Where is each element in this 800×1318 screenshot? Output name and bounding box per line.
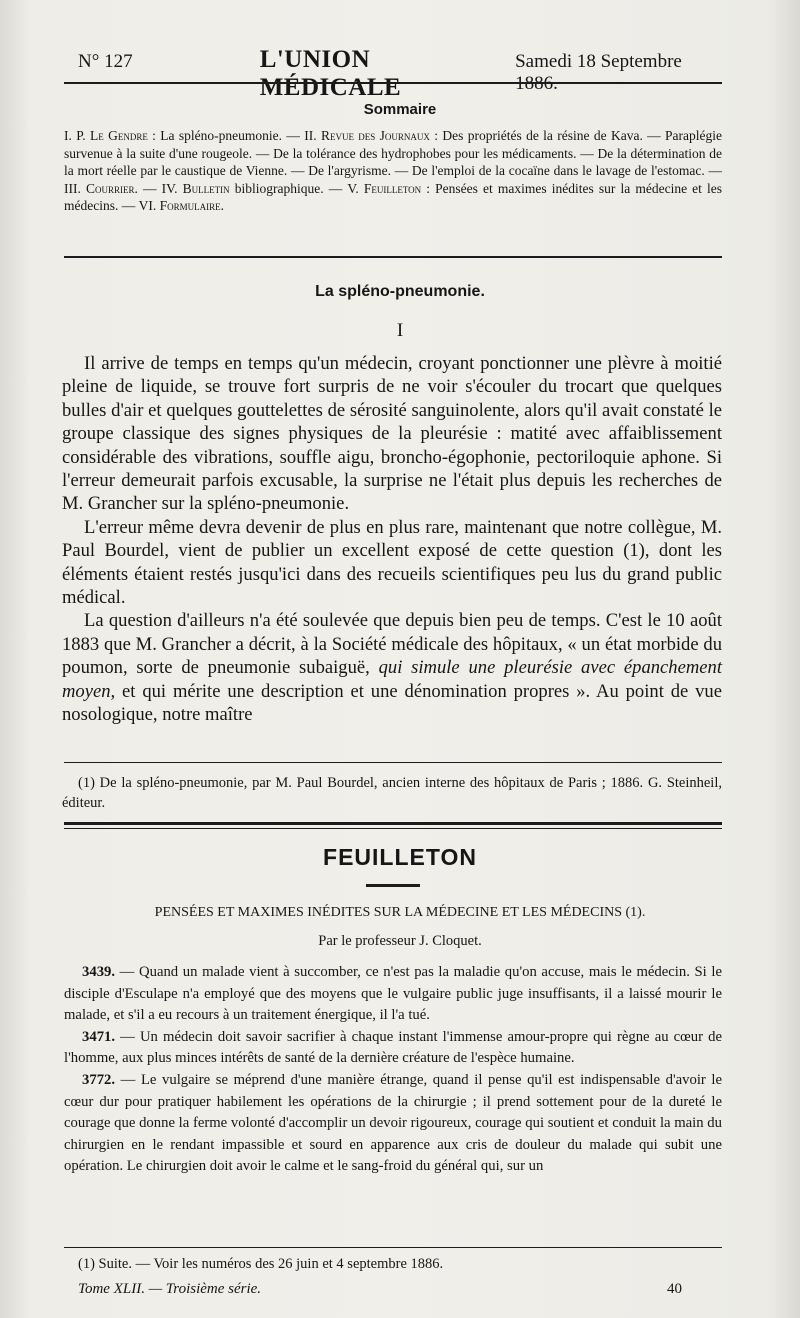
feuilleton-title: FEUILLETON (323, 844, 477, 870)
maximes-body (64, 962, 722, 1178)
article-paragraph-1: Il arrive de temps en temps qu'un médecin, croyant ponctionner une plèvre à moitié pleine de liquide, se trouve fort surpris de ne voir s'écouler du trocart que quelques bulles d'air et quelques gouttelettes de sérosité sanguinolente, alors qu'il avait constaté le groupe classique des signes physiques de la pleurésie : matité avec affaiblissement considérable des vibrations, souffle aigu, broncho-égophonie, pectoriloquie aphone. Si l'erreur demeurait parfois excusable, la surprise ne l'était plus depuis les recherches de M. Grancher sur la spléno-pneumonie. (62, 353, 722, 515)
feuilleton-footnote-rule (64, 1247, 722, 1248)
maxime-2-number: 3471. (82, 1028, 116, 1045)
sommaire-item-ii-label: II. Revue des Journaux (304, 128, 430, 143)
article-paragraph-2: L'erreur même devra devenir de plus en plus rare, maintenant que notre collègue, M. Paul Bourdel, vient de publier un excellent exposé de cette question (1), dont les éléments étaient restés jusqu'ici dans des recueils scientifiques peu lus du grand public médical. (62, 516, 722, 609)
sommaire-item-i-label: I. P. Le Gendre (64, 128, 148, 143)
section-number: I (396, 320, 404, 341)
sommaire-item-ii-text: : Des propriétés de la résine de Kava. — Paraplégie survenue à la suite d'une rougeole. — De la tolérance des hydrophobes pour les médicaments. — De la détermination de la mort réelle par le caustique de Vienne. — De l'argyrisme. — De l'emploi de la cocaïne dans le lavage de l'estomac. — (64, 128, 723, 179)
sommaire-item-vi-label: VI. Formulaire. (138, 198, 224, 214)
article-title: La spléno-pneumonie. (315, 283, 485, 300)
maxime-1 (64, 962, 722, 1027)
maxime-3-text: — Le vulgaire se méprend d'une manière étrange, quand il pense qu'il est indispensable d'avoir le cœur dur pour pratiquer habilement les opérations de la chirurgie ; il prend sottement pour de la dureté le courage que donne la ferme volonté d'accomplir un devoir rigoureux, courage qui soutient et conduit la main du chirurgien en le rendant impassible et sourd en apparence aux cris de douleur du malade qui subit une opération. Le chirurgien doit avoir le calme et le sang-froid du général qui, sur un (64, 1071, 722, 1175)
maxime-2 (64, 1027, 722, 1070)
sommaire-rule (64, 256, 722, 258)
journal-title: L'UNION MÉDICALE (259, 46, 402, 101)
feuilleton-rule-1 (64, 822, 722, 825)
sommaire-item-iii-label: III. Courrier. (64, 180, 138, 196)
sommaire-item-v-label: V. Feuilleton (347, 180, 422, 196)
sommaire-title: Sommaire (363, 101, 437, 118)
maxime-1-number: 3439. (82, 964, 116, 980)
page-header (78, 46, 720, 101)
article-footnote: (1) De la spléno-pneumonie, par M. Paul Bourdel, ancien interne des hôpitaux de Paris ; 1886. G. Steinheil, éditeur. (62, 775, 722, 811)
sommaire-item-v-text: : Pensées et maximes inédites sur la médecine et les médecins. — (64, 180, 723, 214)
maxime-1-text: — Quand un malade vient à succomber, ce n'est pas la maladie qu'on accuse, mais le médecin. Si le disciple d'Esculape n'a employé que des moyens que le vulgaire public juge insuffisants, il a laissé mourir le malade, et s'il a eu recours à un traitement énergique, il l'a tué. (64, 964, 722, 1024)
page-number: 40 (667, 1281, 682, 1297)
maxime-3 (64, 1070, 722, 1178)
issue-date: Samedi 18 Septembre 1886. (515, 51, 682, 94)
article-paragraph-3-italic: qui simule une pleurésie avec épanchement moyen, (62, 657, 722, 702)
article-paragraph-3-end: et qui mérite une description et une dénomination propres ». Au point de vue nosologique, notre maître (62, 680, 722, 726)
article-paragraph-3 (62, 609, 722, 726)
footnote-rule (64, 762, 722, 763)
feuilleton-short-rule (366, 884, 420, 887)
feuilleton-author: Par le professeur J. Cloquet. (318, 933, 482, 949)
header-rule (64, 82, 722, 84)
sommaire-item-iv-label: IV. Bulletin (161, 180, 230, 196)
tome-label: Tome XLII. — Troisième série. (78, 1281, 262, 1297)
issue-number: N° 127 (78, 51, 133, 72)
feuilleton-rule-2 (64, 828, 722, 829)
sommaire-item-iii-text: — (137, 180, 162, 196)
article-paragraph-3-start: La question d'ailleurs n'a été soulevée que depuis bien peu de temps. C'est le 10 août 1883 que M. Grancher a décrit, à la Société médicale des hôpitaux, « un état morbide du poumon, sorte de pneumonie subaiguë, (62, 610, 722, 679)
sommaire-item-iv-text: bibliographique. — (229, 180, 348, 196)
sommaire-item-i-text: : La spléno-pneumonie. — (147, 128, 305, 143)
feuilleton-footnote: (1) Suite. — Voir les numéros des 26 juin et 4 septembre 1886. (78, 1256, 444, 1272)
article-body (62, 352, 722, 727)
feuilleton-subtitle: PENSÉES ET MAXIMES INÉDITES SUR LA MÉDECINE ET LES MÉDECINS (1). (154, 905, 646, 920)
sommaire-text (64, 127, 722, 215)
maxime-3-number: 3772. (82, 1071, 116, 1088)
maxime-2-text: — Un médecin doit savoir sacrifier à chaque instant l'immense amour-propre qui règne au cœur de l'homme, aux plus minces intérêts de santé de la dernière créature de l'espèce humaine. (64, 1028, 722, 1067)
page-footer (78, 1281, 682, 1298)
